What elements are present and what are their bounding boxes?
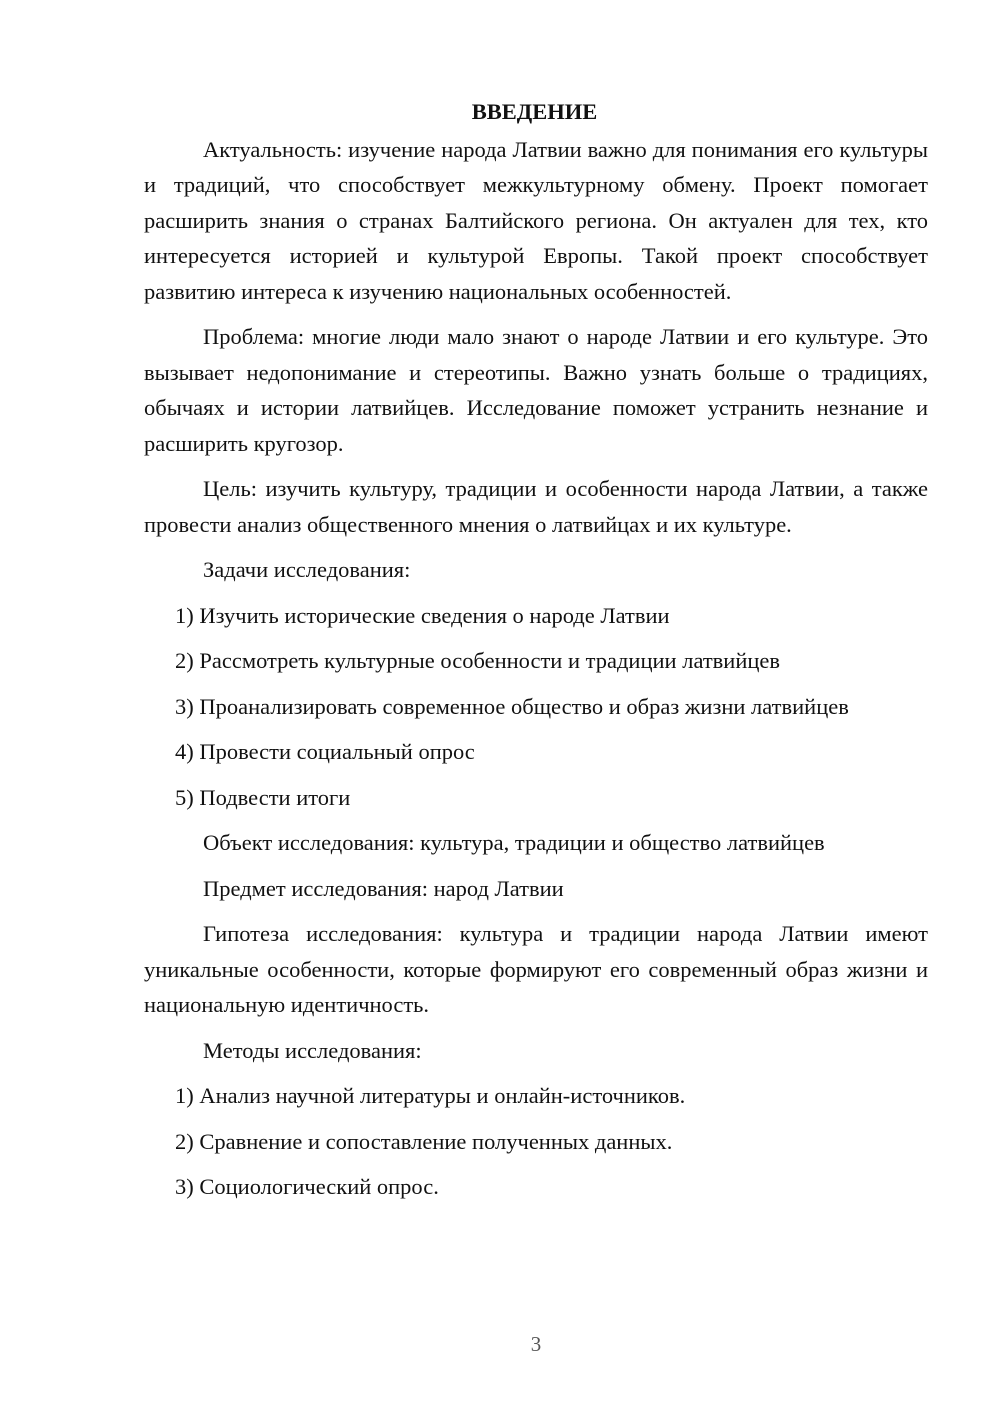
tasks-heading: Задачи исследования: <box>203 557 411 582</box>
research-object: Объект исследования: культура, традиции и общество латвийцев <box>203 830 825 855</box>
task-item-2: 2) Рассмотреть культурные особенности и традиции латвийцев <box>175 648 781 673</box>
method-item-3: 3) Социологический опрос. <box>175 1174 439 1199</box>
method-item-1: 1) Анализ научной литературы и онлайн-источников. <box>175 1083 686 1108</box>
hypothesis-paragraph: Гипотеза исследования: культура и традиции народа Латвии имеют уникальные особенности, которые формируют его современный образ жизни и национальную идентичность. <box>144 921 928 1017</box>
problem-paragraph: Проблема: многие люди мало знают о народе Латвии и его культуре. Это вызывает недопонимание и стереотипы. Важно узнать больше о традициях, обычаях и истории латвийцев. Исследование поможет устранить незнание и расширить кругозор. <box>144 324 928 456</box>
task-item-4: 4) Провести социальный опрос <box>175 739 475 764</box>
task-item-5: 5) Подвести итоги <box>175 784 351 810</box>
research-subject: Предмет исследования: народ Латвии <box>203 875 564 901</box>
page-number: 3 <box>530 1332 542 1356</box>
section-title: ВВЕДЕНИЕ <box>471 99 598 124</box>
task-item-1: 1) Изучить исторические сведения о народе Латвии <box>175 602 670 628</box>
methods-heading: Методы исследования: <box>203 1037 422 1063</box>
document-page <box>144 94 928 1215</box>
relevance-paragraph: Актуальность: изучение народа Латвии важно для понимания его культуры и традиций, что способствует межкультурному обмену. Проект помогает расширить знания о странах Балтийского региона. Он актуален для тех, кто интересуется историей и культурой Европы. Такой проект способствует развитию интереса к изучению национальных особенностей. <box>144 136 928 304</box>
task-item-3: 3) Проанализировать современное общество и образ жизни латвийцев <box>175 693 849 719</box>
goal-paragraph: Цель: изучить культуру, традиции и особенности народа Латвии, а также провести анализ общественного мнения о латвийцах и их культуре. <box>144 476 928 537</box>
method-item-2: 2) Сравнение и сопоставление полученных данных. <box>175 1128 673 1154</box>
